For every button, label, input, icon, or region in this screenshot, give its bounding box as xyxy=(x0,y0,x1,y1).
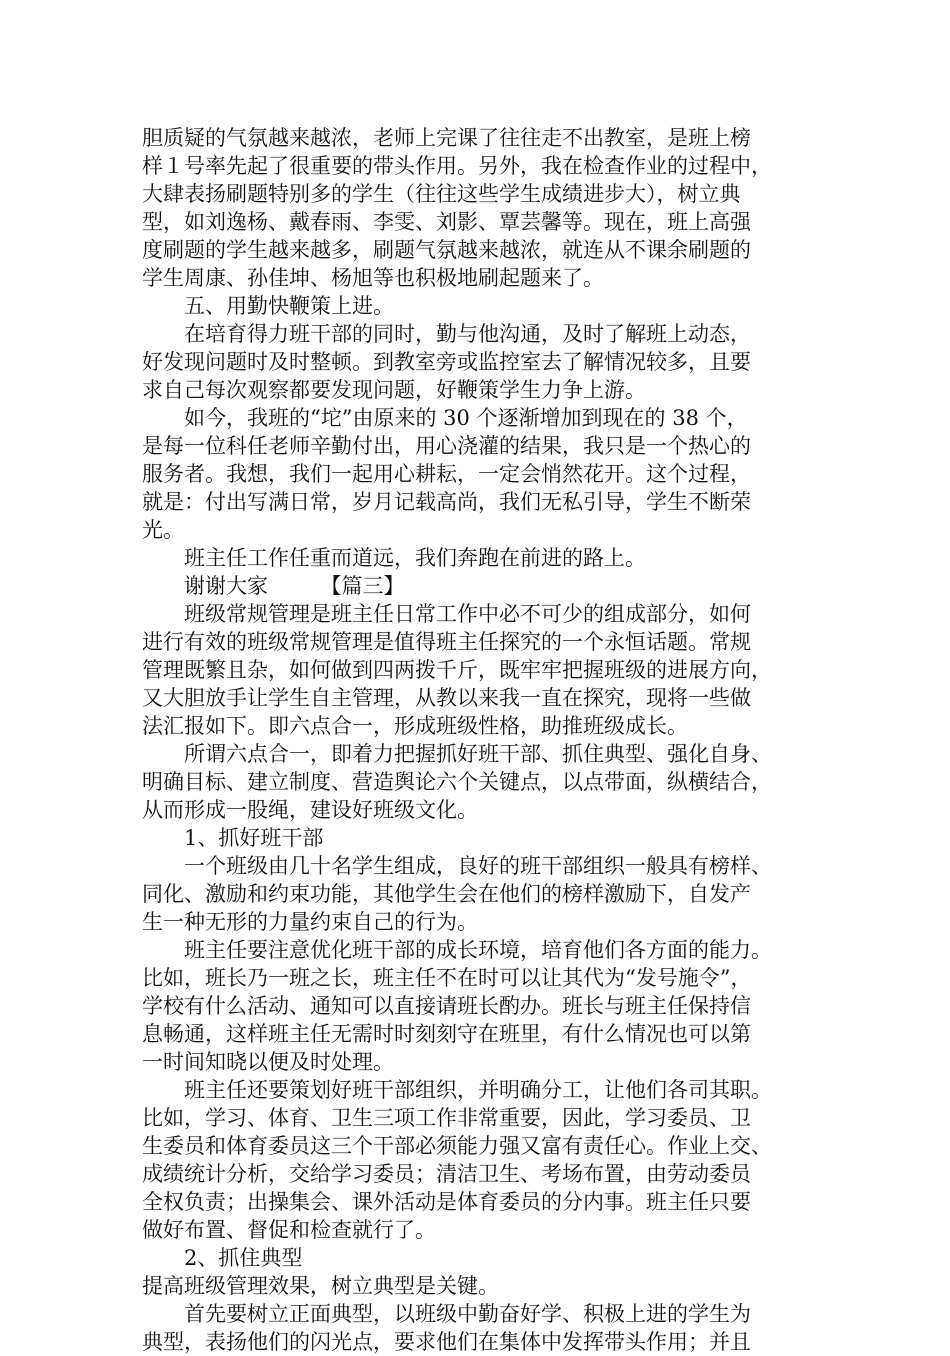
text-line: 生委员和体育委员这三个干部必须能力强又富有责任心。作业上交、 xyxy=(142,1134,772,1158)
text-line: 典型，表扬他们的闪光点，要求他们在集体中发挥带头作用；并且 xyxy=(142,1330,751,1354)
text-line: 班级常规管理是班主任日常工作中必不可少的组成部分，如何 xyxy=(184,602,751,626)
text-line: 服务者。我想，我们一起用心耕耘，一定会悄然花开。这个过程， xyxy=(142,462,751,486)
text-line: 比如，班长乃一班之长，班主任不在时可以让其代为“发号施令”， xyxy=(142,966,752,990)
text-line: 比如，学习、体育、卫生三项工作非常重要，因此，学习委员、卫 xyxy=(142,1106,751,1130)
text-line: 型，如刘逸杨、戴春雨、李雯、刘影、覃芸馨等。现在，班上高强 xyxy=(142,210,751,234)
text-line: 同化、激励和约束功能，其他学生会在他们的榜样激励下，自发产 xyxy=(142,882,751,906)
text-line: 2、抓住典型 xyxy=(184,1246,303,1270)
text-line: 班主任还要策划好班干部组织，并明确分工，让他们各司其职。 xyxy=(184,1078,772,1102)
text-line: 如今，我班的“坨”由原来的 30 个逐渐增加到现在的 38 个， xyxy=(184,406,748,430)
text-line: 进行有效的班级常规管理是值得班主任探究的一个永恒话题。常规 xyxy=(142,630,751,654)
text-line: 一时间知晓以便及时处理。 xyxy=(142,1050,394,1074)
text-line: 管理既繁且杂，如何做到四两拨千斤，既牢牢把握班级的进展方向， xyxy=(142,658,772,682)
text-line: 一个班级由几十名学生组成，良好的班干部组织一般具有榜样、 xyxy=(184,854,772,878)
text-line: 班主任要注意优化班干部的成长环境，培育他们各方面的能力。 xyxy=(184,938,772,962)
text-line: 五、用勤快鞭策上进。 xyxy=(184,294,394,318)
text-line: 生一种无形的力量约束自己的行为。 xyxy=(142,910,478,934)
text-line: 大肆表扬刷题特别多的学生（往往这些学生成绩进步大），树立典 xyxy=(142,182,741,206)
text-line: 就是：付出写满日常，岁月记载高尚，我们无私引导，学生不断荣 xyxy=(142,490,751,514)
text-line: 好发现问题时及时整顿。到教室旁或监控室去了解情况较多，且要 xyxy=(142,350,751,374)
text-line: 求自己每次观察都要发现问题，好鞭策学生力争上游。 xyxy=(142,378,646,402)
text-line: 成绩统计分析，交给学习委员；清洁卫生、考场布置，由劳动委员 xyxy=(142,1162,751,1186)
text-line: 又大胆放手让学生自主管理，从教以来我一直在探究，现将一些做 xyxy=(142,686,751,710)
text-line: 学生周康、孙佳坤、杨旭等也积极地刷起题来了。 xyxy=(142,266,604,290)
text-line: 全权负责；出操集会、课外活动是体育委员的分内事。班主任只要 xyxy=(142,1190,751,1214)
text-line: 首先要树立正面典型，以班级中勤奋好学、积极上进的学生为 xyxy=(184,1302,751,1326)
text-line: 度刷题的学生越来越多，刷题气氛越来越浓，就连从不课余刷题的 xyxy=(142,238,751,262)
text-line: 谢谢大家 【篇三】 xyxy=(184,574,405,598)
text-line: 明确目标、建立制度、营造舆论六个关键点，以点带面，纵横结合， xyxy=(142,770,772,794)
text-line: 是每一位科任老师辛勤付出，用心浇灌的结果，我只是一个热心的 xyxy=(142,434,751,458)
text-line: 样１号率先起了很重要的带头作用。另外，我在检查作业的过程中， xyxy=(142,154,772,178)
text-line: 1、抓好班干部 xyxy=(184,826,324,850)
text-line: 在培育得力班干部的同时，勤与他沟通，及时了解班上动态， xyxy=(184,322,751,346)
text-line: 光。 xyxy=(142,518,184,542)
text-line: 息畅通，这样班主任无需时时刻刻守在班里，有什么情况也可以第 xyxy=(142,1022,751,1046)
text-line: 所谓六点合一，即着力把握抓好班干部、抓住典型、强化自身、 xyxy=(184,742,772,766)
text-line: 班主任工作任重而道远，我们奔跑在前进的路上。 xyxy=(184,546,646,570)
text-line: 从而形成一股绳，建设好班级文化。 xyxy=(142,798,478,822)
text-line: 法汇报如下。即六点合一，形成班级性格，助推班级成长。 xyxy=(142,714,688,738)
text-line: 提高班级管理效果，树立典型是关键。 xyxy=(142,1274,499,1298)
text-line: 学校有什么活动、通知可以直接请班长酌办。班长与班主任保持信 xyxy=(142,994,751,1018)
text-line: 做好布置、督促和检查就行了。 xyxy=(142,1218,436,1242)
document-body-text xyxy=(142,124,822,1356)
text-line: 胆质疑的气氛越来越浓，老师上完课了往往走不出教室，是班上榜 xyxy=(142,126,751,150)
